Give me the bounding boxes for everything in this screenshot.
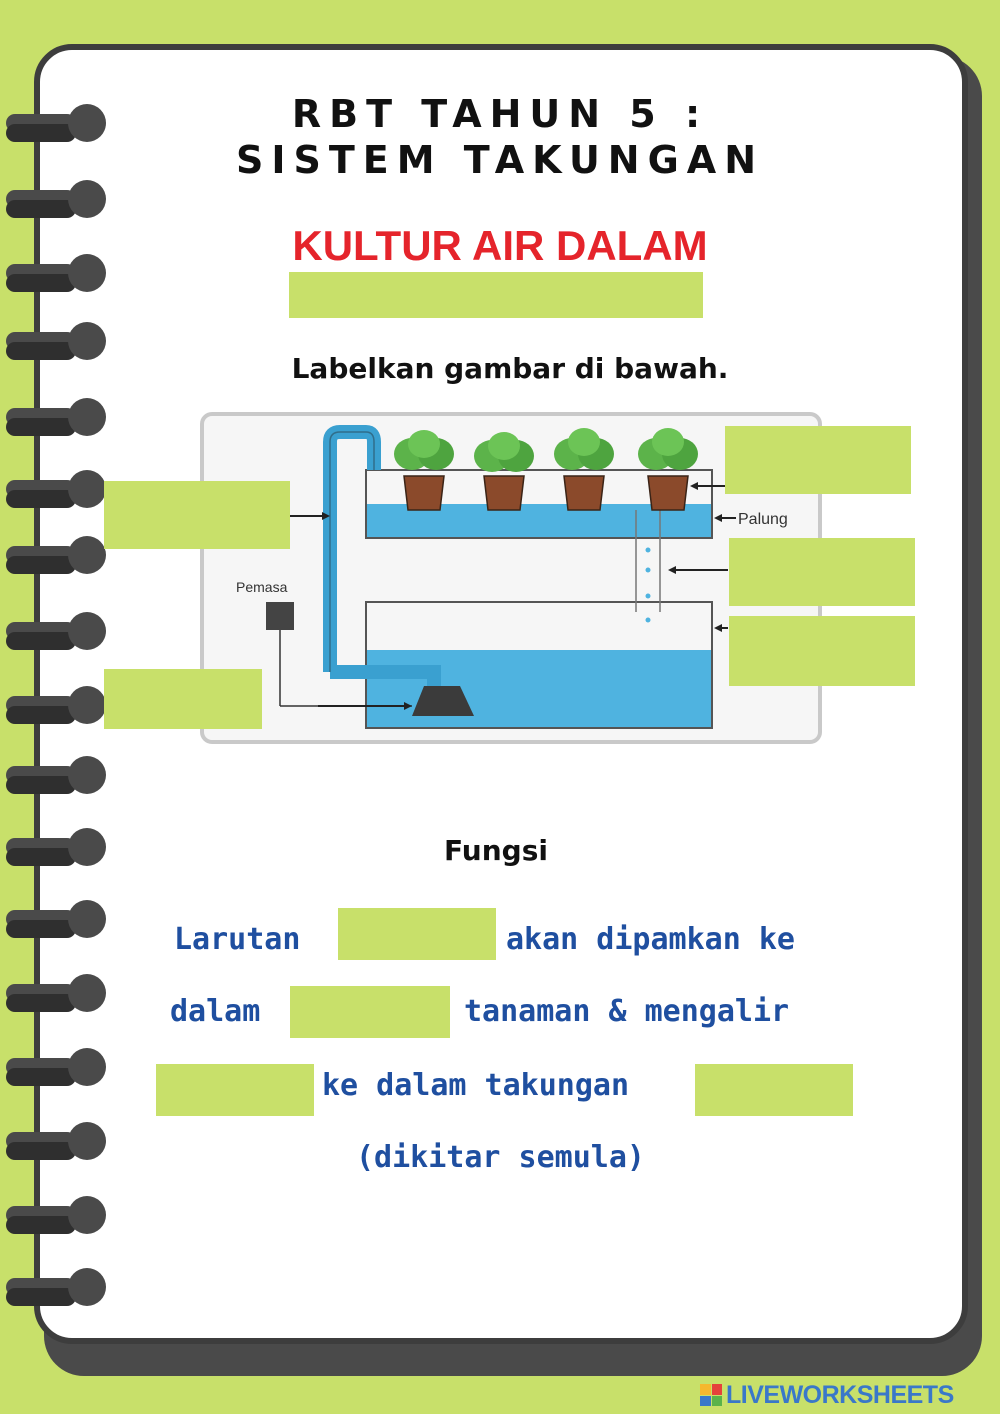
spiral-ring	[6, 684, 106, 728]
text-akan-dipamkan: akan dipamkan ke	[506, 922, 795, 957]
spiral-ring	[6, 1266, 106, 1310]
trough-label: Palung	[738, 511, 788, 528]
logo-text: LIVEWORKSHEETS	[726, 1380, 954, 1409]
spiral-ring	[6, 972, 106, 1016]
instruction: Labelkan gambar di bawah.	[291, 352, 729, 385]
timer-box	[266, 602, 294, 630]
spiral-ring	[6, 610, 106, 654]
text-tanaman: tanaman & mengalir	[464, 994, 790, 1029]
spiral-ring	[6, 1046, 106, 1090]
text-ke-dalam-takungan: ke dalam takungan	[322, 1068, 630, 1103]
spiral-ring	[6, 898, 106, 942]
spiral-ring	[6, 534, 106, 578]
label-blank-reservoir[interactable]	[729, 616, 915, 686]
label-blank-plant-pot[interactable]	[725, 426, 911, 494]
liveworksheets-logo[interactable]	[700, 1382, 954, 1408]
subtitle-answer-blank[interactable]	[289, 272, 703, 318]
text-larutan: Larutan	[174, 922, 301, 957]
liveworksheets-grid-icon	[700, 1384, 722, 1406]
label-blank-pump[interactable]	[104, 669, 262, 729]
spiral-ring	[6, 178, 106, 222]
subtitle: KULTUR AIR DALAM	[292, 222, 708, 269]
title-line-1: RBT TAHUN 5 :	[291, 92, 709, 136]
spiral-ring	[6, 754, 106, 798]
fungsi-blank-4[interactable]	[695, 1064, 853, 1116]
spiral-ring	[6, 396, 106, 440]
fungsi-blank-2[interactable]	[290, 986, 450, 1038]
fungsi-blank-1[interactable]	[338, 908, 496, 960]
fungsi-blank-3[interactable]	[156, 1064, 314, 1116]
fungsi-heading: Fungsi	[444, 834, 548, 867]
label-blank-drain[interactable]	[729, 538, 915, 606]
spiral-ring	[6, 1194, 106, 1238]
reservoir-water	[366, 650, 712, 728]
label-blank-pipe[interactable]	[104, 481, 290, 549]
spiral-ring	[6, 468, 106, 512]
text-dalam: dalam	[170, 994, 261, 1029]
spiral-ring	[6, 1120, 106, 1164]
title-line-2: SISTEM TAKUNGAN	[235, 138, 765, 182]
text-dikitar: (dikitar semula)	[356, 1140, 645, 1175]
timer-label: Pemasa	[236, 579, 288, 595]
